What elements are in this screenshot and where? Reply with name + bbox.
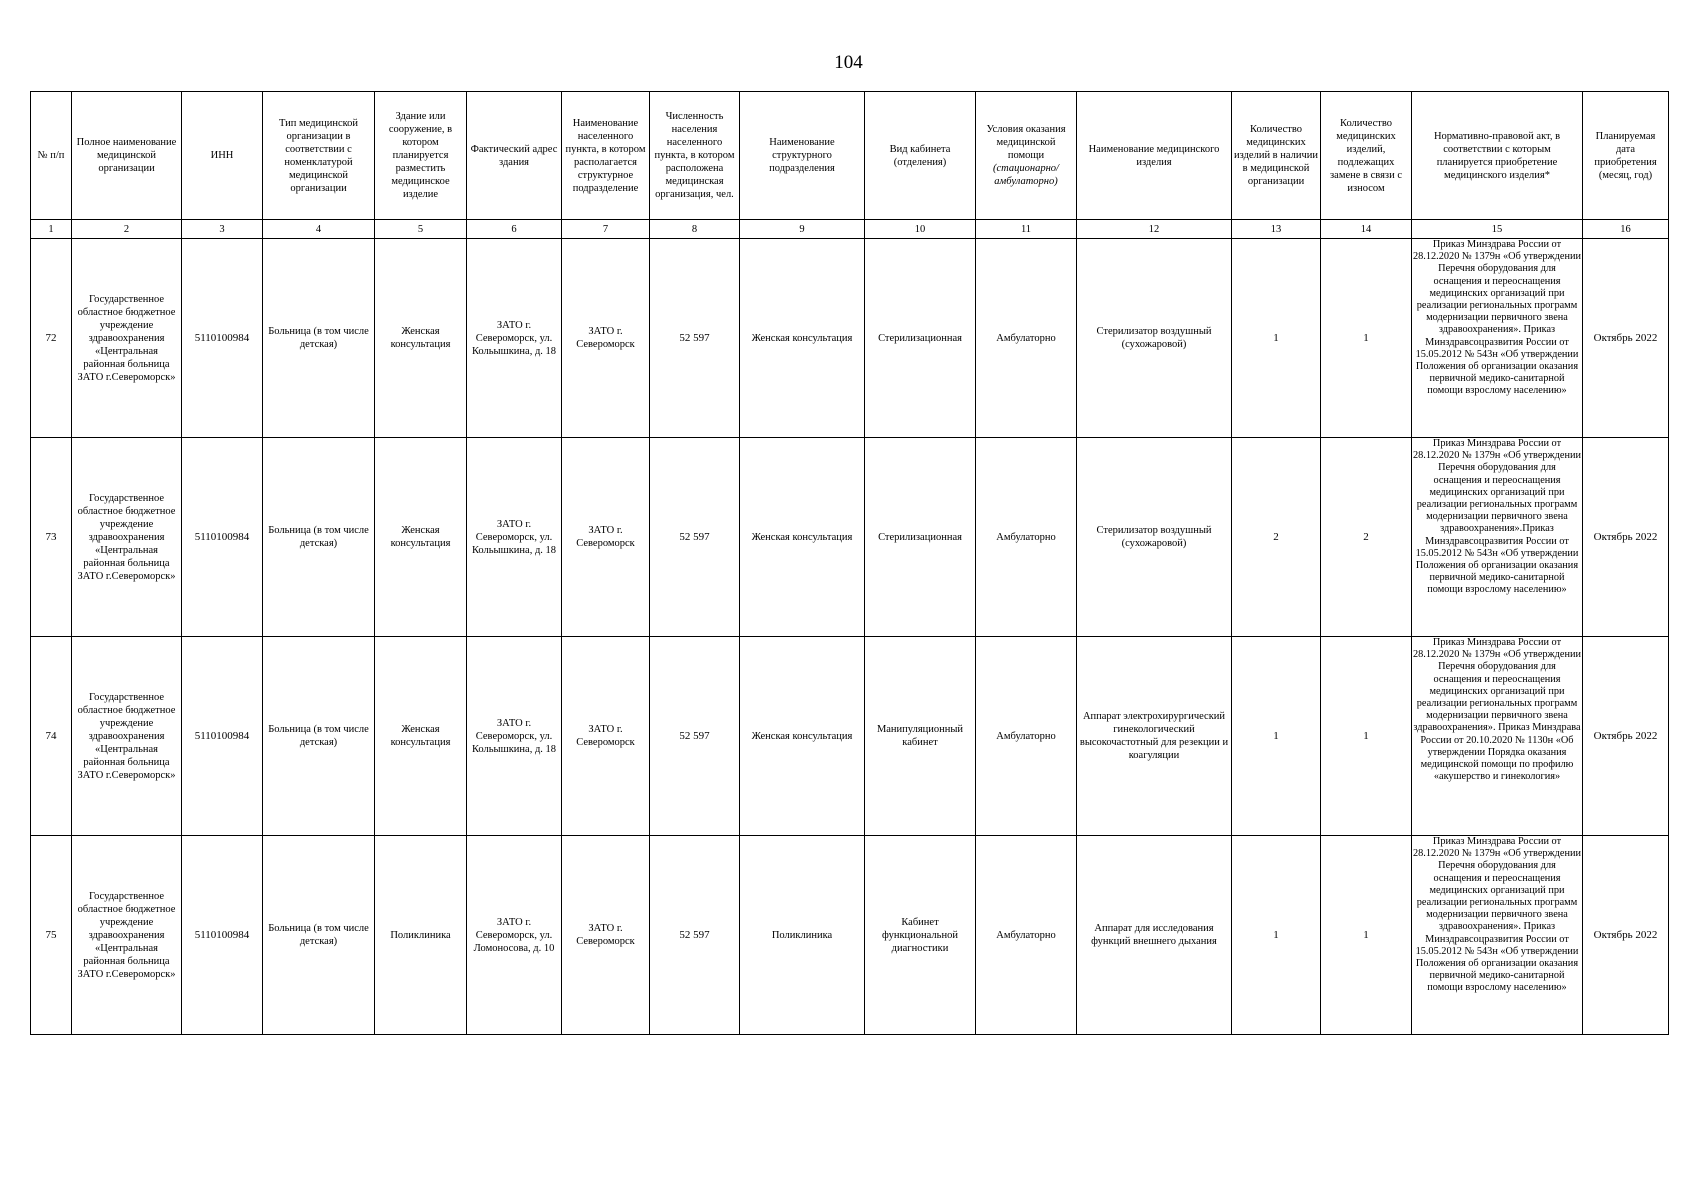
planned-date: Октябрь 2022 bbox=[1583, 239, 1669, 438]
row-number: 73 bbox=[31, 438, 72, 637]
inn: 5110100984 bbox=[182, 239, 263, 438]
header-cell: ИНН bbox=[182, 92, 263, 220]
column-number: 1 bbox=[31, 220, 72, 239]
locality: ЗАТО г. Североморск bbox=[562, 239, 650, 438]
column-number: 12 bbox=[1077, 220, 1232, 239]
division: Женская консультация bbox=[740, 438, 865, 637]
cabinet: Манипуляционный кабинет bbox=[865, 637, 976, 836]
qty-available: 1 bbox=[1232, 637, 1321, 836]
legal-act: Приказ Минздрава России от 28.12.2020 № 1379н «Об утверждении Перечня оборудования для оснащения и переоснащения медицинских организаций при реализации региональных программ модернизации первичного звена здравоохранения».Приказ Минздравсоцразвития России от 15.05.2012 № 543н «Об утверждении Положения об организации оказания первичной медико-санитарной помощи взрослому населению» bbox=[1412, 438, 1583, 637]
legal-act: Приказ Минздрава России от 28.12.2020 № 1379н «Об утверждении Перечня оборудования для оснащения и переоснащения медицинских организаций при реализации региональных программ модернизации первичного звена здравоохранения». Приказ Минздрава России от 20.10.2020 № 1130н «Об утверждении Порядка оказания медицинской помощи по профилю «акушерство и гинекология» bbox=[1412, 637, 1583, 836]
row-number: 72 bbox=[31, 239, 72, 438]
table-row bbox=[31, 438, 1669, 637]
header-cell: Наименование структурного подразделения bbox=[740, 92, 865, 220]
planned-date: Октябрь 2022 bbox=[1583, 637, 1669, 836]
qty-to-replace: 1 bbox=[1321, 836, 1412, 1035]
header-cell: Количество медицинских изделий, подлежащих замене в связи с износом bbox=[1321, 92, 1412, 220]
org-type: Больница (в том числе детская) bbox=[263, 637, 375, 836]
population: 52 597 bbox=[650, 438, 740, 637]
header-cell: Тип медицинской организации в соответствии с номенклатурой медицинской организации bbox=[263, 92, 375, 220]
table-row bbox=[31, 637, 1669, 836]
division: Женская консультация bbox=[740, 637, 865, 836]
population: 52 597 bbox=[650, 637, 740, 836]
header-cell: Здание или сооружение, в котором планируется разместить медицинское изделие bbox=[375, 92, 467, 220]
table-row bbox=[31, 239, 1669, 438]
device-name: Аппарат электрохирургический гинекологический высокочастотный для резекции и коагуляции bbox=[1077, 637, 1232, 836]
org-type: Больница (в том числе детская) bbox=[263, 836, 375, 1035]
header-cell-conditions bbox=[976, 92, 1077, 220]
header-cell: Фактический адрес здания bbox=[467, 92, 562, 220]
conditions: Амбулаторно bbox=[976, 836, 1077, 1035]
cabinet: Стерилизационная bbox=[865, 239, 976, 438]
conditions: Амбулаторно bbox=[976, 239, 1077, 438]
row-number: 75 bbox=[31, 836, 72, 1035]
column-number: 14 bbox=[1321, 220, 1412, 239]
address: ЗАТО г. Североморск, ул. Кольышкина, д. 18 bbox=[467, 637, 562, 836]
qty-available: 1 bbox=[1232, 836, 1321, 1035]
org-name: Государственное областное бюджетное учреждение здравоохранения «Центральная районная больница ЗАТО г.Североморск» bbox=[72, 239, 182, 438]
locality: ЗАТО г. Североморск bbox=[562, 637, 650, 836]
building: Женская консультация bbox=[375, 239, 467, 438]
cabinet: Кабинет функциональной диагностики bbox=[865, 836, 976, 1035]
address: ЗАТО г. Североморск, ул. Кольышкина, д. 18 bbox=[467, 239, 562, 438]
column-number: 16 bbox=[1583, 220, 1669, 239]
conditions: Амбулаторно bbox=[976, 637, 1077, 836]
inn: 5110100984 bbox=[182, 836, 263, 1035]
inn: 5110100984 bbox=[182, 438, 263, 637]
address: ЗАТО г. Североморск, ул. Ломоносова, д. 10 bbox=[467, 836, 562, 1035]
column-number: 8 bbox=[650, 220, 740, 239]
header-cell: Планируемая дата приобретения (месяц, год) bbox=[1583, 92, 1669, 220]
division: Поликлиника bbox=[740, 836, 865, 1035]
planned-date: Октябрь 2022 bbox=[1583, 836, 1669, 1035]
device-name: Стерилизатор воздушный (сухожаровой) bbox=[1077, 438, 1232, 637]
qty-to-replace: 1 bbox=[1321, 637, 1412, 836]
header-conditions-italic: (стационарно/амбулаторно) bbox=[993, 163, 1059, 187]
org-name: Государственное областное бюджетное учреждение здравоохранения «Центральная районная больница ЗАТО г.Североморск» bbox=[72, 836, 182, 1035]
equipment-table bbox=[30, 91, 1669, 1035]
header-cell: Численность населения населенного пункта, в котором расположена медицинская организация, чел. bbox=[650, 92, 740, 220]
qty-available: 1 bbox=[1232, 239, 1321, 438]
building: Женская консультация bbox=[375, 637, 467, 836]
building: Женская консультация bbox=[375, 438, 467, 637]
device-name: Аппарат для исследования функций внешнего дыхания bbox=[1077, 836, 1232, 1035]
org-name: Государственное областное бюджетное учреждение здравоохранения «Центральная районная больница ЗАТО г.Североморск» bbox=[72, 637, 182, 836]
inn: 5110100984 bbox=[182, 637, 263, 836]
population: 52 597 bbox=[650, 836, 740, 1035]
org-type: Больница (в том числе детская) bbox=[263, 239, 375, 438]
column-number: 9 bbox=[740, 220, 865, 239]
header-cell: Полное наименование медицинской организации bbox=[72, 92, 182, 220]
qty-to-replace: 1 bbox=[1321, 239, 1412, 438]
column-number: 13 bbox=[1232, 220, 1321, 239]
header-cell: Наименование медицинского изделия bbox=[1077, 92, 1232, 220]
column-number: 6 bbox=[467, 220, 562, 239]
column-number: 3 bbox=[182, 220, 263, 239]
population: 52 597 bbox=[650, 239, 740, 438]
address: ЗАТО г. Североморск, ул. Кольышкина, д. 18 bbox=[467, 438, 562, 637]
column-number: 4 bbox=[263, 220, 375, 239]
qty-to-replace: 2 bbox=[1321, 438, 1412, 637]
planned-date: Октябрь 2022 bbox=[1583, 438, 1669, 637]
locality: ЗАТО г. Североморск bbox=[562, 438, 650, 637]
page-number: 104 bbox=[834, 52, 863, 73]
division: Женская консультация bbox=[740, 239, 865, 438]
header-cell: Вид кабинета (отделения) bbox=[865, 92, 976, 220]
header-row bbox=[31, 92, 1669, 220]
org-name: Государственное областное бюджетное учреждение здравоохранения «Центральная районная больница ЗАТО г.Североморск» bbox=[72, 438, 182, 637]
header-cell: Наименование населенного пункта, в котором располагается структурное подразделение bbox=[562, 92, 650, 220]
header-conditions-label: Условия оказания медицинской помощи bbox=[986, 124, 1066, 161]
column-number: 2 bbox=[72, 220, 182, 239]
device-name: Стерилизатор воздушный (сухожаровой) bbox=[1077, 239, 1232, 438]
header-cell: № п/п bbox=[31, 92, 72, 220]
column-number: 11 bbox=[976, 220, 1077, 239]
qty-available: 2 bbox=[1232, 438, 1321, 637]
cabinet: Стерилизационная bbox=[865, 438, 976, 637]
column-number: 10 bbox=[865, 220, 976, 239]
building: Поликлиника bbox=[375, 836, 467, 1035]
locality: ЗАТО г. Североморск bbox=[562, 836, 650, 1035]
header-cell: Нормативно-правовой акт, в соответствии с которым планируется приобретение медицинского изделия* bbox=[1412, 92, 1583, 220]
conditions: Амбулаторно bbox=[976, 438, 1077, 637]
column-number: 5 bbox=[375, 220, 467, 239]
column-number: 15 bbox=[1412, 220, 1583, 239]
legal-act: Приказ Минздрава России от 28.12.2020 № 1379н «Об утверждении Перечня оборудования для оснащения и переоснащения медицинских организаций при реализации региональных программ модернизации первичного звена здравоохранения». Приказ Минздравсоцразвития России от 15.05.2012 № 543н «Об утверждении Положения об организации оказания первичной медико-санитарной помощи взрослому населению» bbox=[1412, 836, 1583, 1035]
header-cell: Количество медицинских изделий в наличии в медицинской организации bbox=[1232, 92, 1321, 220]
column-number: 7 bbox=[562, 220, 650, 239]
table-row bbox=[31, 836, 1669, 1035]
legal-act: Приказ Минздрава России от 28.12.2020 № 1379н «Об утверждении Перечня оборудования для оснащения и переоснащения медицинских организаций при реализации региональных программ модернизации первичного звена здравоохранения». Приказ Минздравсоцразвития России от 15.05.2012 № 543н «Об утверждении Положения об организации оказания первичной медико-санитарной помощи взрослому населению» bbox=[1412, 239, 1583, 438]
column-number-row bbox=[31, 220, 1669, 239]
org-type: Больница (в том числе детская) bbox=[263, 438, 375, 637]
row-number: 74 bbox=[31, 637, 72, 836]
